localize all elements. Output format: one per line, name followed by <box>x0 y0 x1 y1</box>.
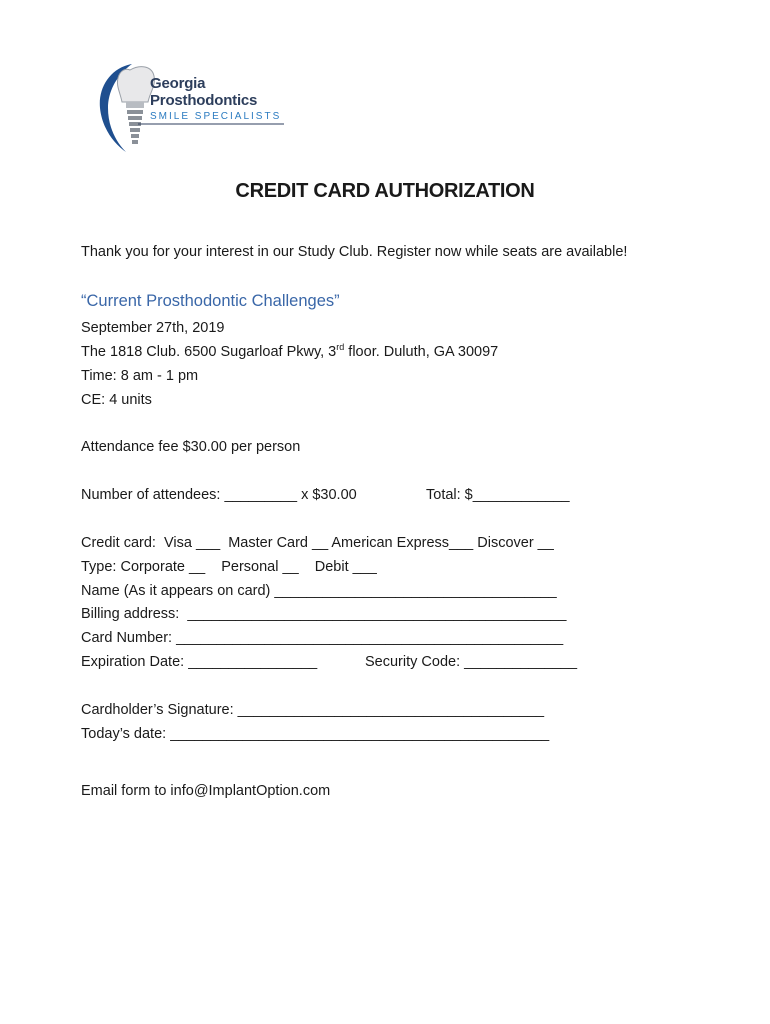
logo-name-line1: Georgia <box>150 75 206 92</box>
event-title: “Current Prosthodontic Challenges” <box>81 292 340 310</box>
attendance-fee: Attendance fee $30.00 per person <box>81 439 301 455</box>
page-title: CREDIT CARD AUTHORIZATION <box>235 180 535 202</box>
security-code-field[interactable]: Security Code: ______________ <box>365 654 578 670</box>
event-location-part1: The 1818 Club. 6500 Sugarloaf Pkwy, 3 <box>81 344 337 360</box>
event-location-ordinal: rd <box>336 342 345 352</box>
email-instruction: Email form to info@ImplantOption.com <box>81 783 331 799</box>
event-date: September 27th, 2019 <box>81 320 225 336</box>
logo-text <box>150 75 281 122</box>
cardholder-name-field[interactable]: Name (As it appears on card) ___________________________________ <box>81 583 557 599</box>
card-number-field[interactable]: Card Number: ________________________________________________ <box>81 630 564 646</box>
signature-field[interactable]: Cardholder’s Signature: ______________________________________ <box>81 702 545 718</box>
billing-address-field[interactable]: Billing address: _______________________________________________ <box>81 606 567 622</box>
expiration-date-field[interactable]: Expiration Date: ________________ <box>81 654 318 670</box>
event-time: Time: 8 am - 1 pm <box>81 368 199 384</box>
event-location <box>81 343 498 361</box>
todays-date-field[interactable]: Today’s date: _______________________________________________ <box>81 726 550 742</box>
logo-tagline: SMILE SPECIALISTS <box>150 111 282 122</box>
event-location-part2: floor. Duluth, GA 30097 <box>344 344 499 360</box>
account-type-field[interactable]: Type: Corporate __ Personal __ Debit ___ <box>81 559 377 575</box>
credit-card-type-field[interactable]: Credit card: Visa ___ Master Card __ American Express___ Discover __ <box>81 535 554 551</box>
logo-name-line2: Prosthodontics <box>150 92 258 109</box>
event-ce: CE: 4 units <box>81 392 152 408</box>
intro-text: Thank you for your interest in our Study Club. Register now while seats are available! <box>81 244 628 260</box>
total-field[interactable]: Total: $____________ <box>426 487 570 503</box>
attendees-field[interactable]: Number of attendees: _________ x $30.00 <box>81 487 357 503</box>
